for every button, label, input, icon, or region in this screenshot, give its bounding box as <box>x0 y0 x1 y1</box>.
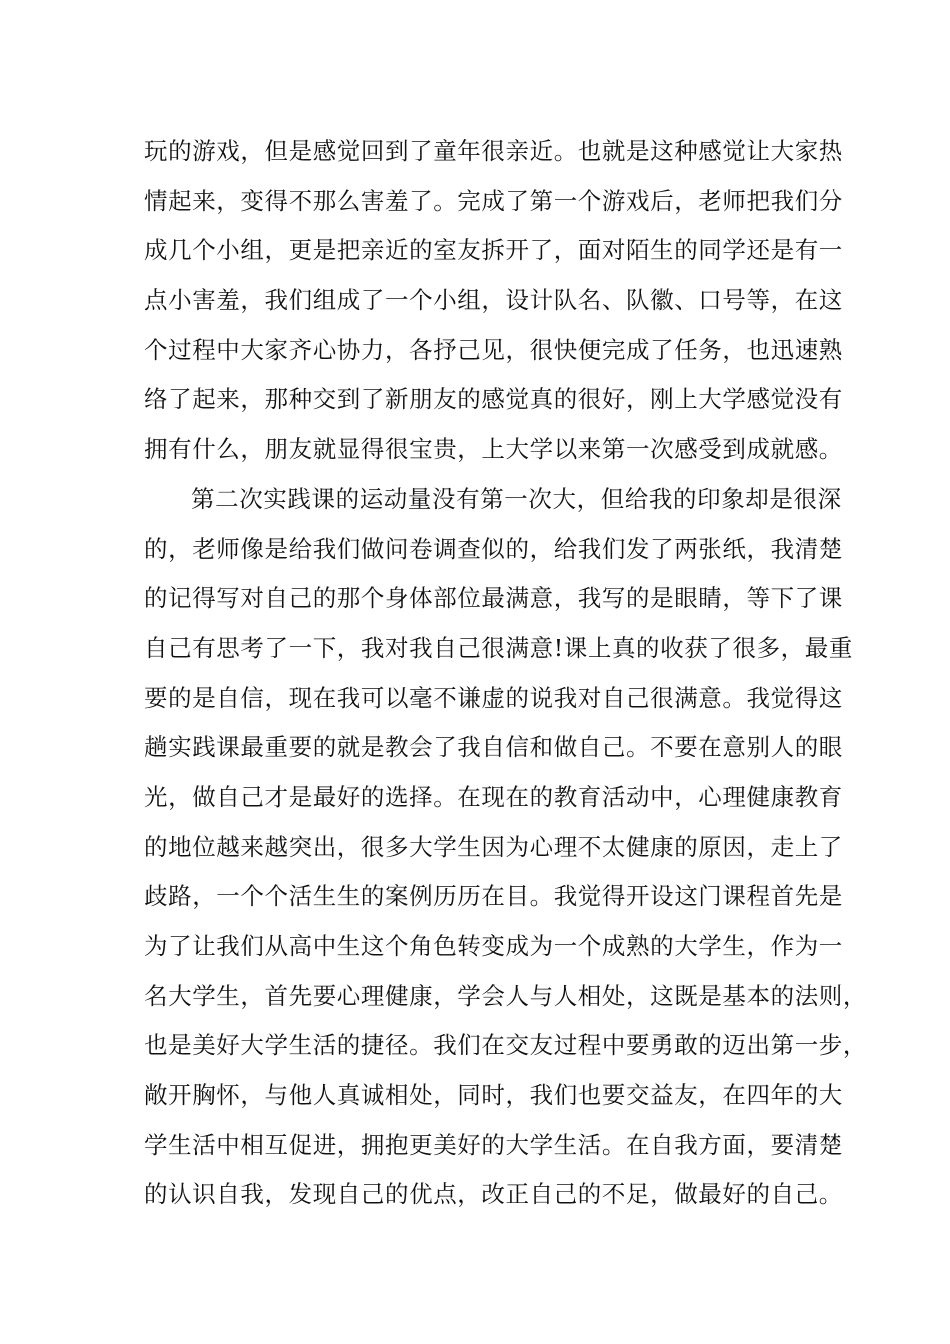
text-line: 点小害羞，我们组成了一个小组，设计队名、队徽、口号等，在这 <box>144 286 843 315</box>
text-line: 的，老师像是给我们做问卷调查似的，给我们发了两张纸，我清楚 <box>144 534 843 563</box>
text-line: 学生活中相互促进，拥抱更美好的大学生活。在自我方面，要清楚 <box>144 1130 843 1159</box>
text-line: 络了起来，那种交到了新朋友的感觉真的很好，刚上大学感觉没有 <box>144 385 843 414</box>
text-line: 情起来，变得不那么害羞了。完成了第一个游戏后，老师把我们分 <box>144 186 843 215</box>
text-line: 光，做自己才是最好的选择。在现在的教育活动中，心理健康教育 <box>144 782 843 811</box>
text-line: 拥有什么，朋友就显得很宝贵，上大学以来第一次感受到成就感。 <box>144 435 843 464</box>
text-line: 名大学生，首先要心理健康，学会人与人相处，这既是基本的法则， <box>144 981 867 1010</box>
text-line: 也是美好大学生活的捷径。我们在交友过程中要勇敢的迈出第一步， <box>144 1031 867 1060</box>
text-line: 为了让我们从高中生这个角色转变成为一个成熟的大学生，作为一 <box>144 932 843 960</box>
text-line: 歧路，一个个活生生的案例历历在目。我觉得开设这门课程首先是 <box>144 882 843 911</box>
paragraph-start-line: 第二次实践课的运动量没有第一次大，但给我的印象却是很深 <box>191 484 842 513</box>
text-line: 的认识自我，发现自己的优点，改正自己的不足，做最好的自己。 <box>144 1180 843 1209</box>
text-line: 的地位越来越突出，很多大学生因为心理不太健康的原因，走上了 <box>144 832 843 861</box>
text-line: 个过程中大家齐心协力，各抒己见，很快便完成了任务，也迅速熟 <box>144 335 843 364</box>
text-line: 趟实践课最重要的就是教会了我自信和做自己。不要在意别人的眼 <box>144 733 843 762</box>
body-text <box>144 127 867 1220</box>
text-line: 成几个小组，更是把亲近的室友拆开了，面对陌生的同学还是有一 <box>144 236 843 265</box>
text-line: 自己有思考了一下，我对我自己很满意!课上真的收获了很多，最重 <box>144 633 853 662</box>
text-line: 敞开胸怀，与他人真诚相处，同时，我们也要交益友，在四年的大 <box>144 1081 843 1110</box>
text-line: 的记得写对自己的那个身体部位最满意，我写的是眼睛，等下了课 <box>144 584 843 613</box>
text-line: 要的是自信，现在我可以毫不谦虚的说我对自己很满意。我觉得这 <box>144 683 843 712</box>
text-line: 玩的游戏，但是感觉回到了童年很亲近。也就是这种感觉让大家热 <box>144 137 843 165</box>
